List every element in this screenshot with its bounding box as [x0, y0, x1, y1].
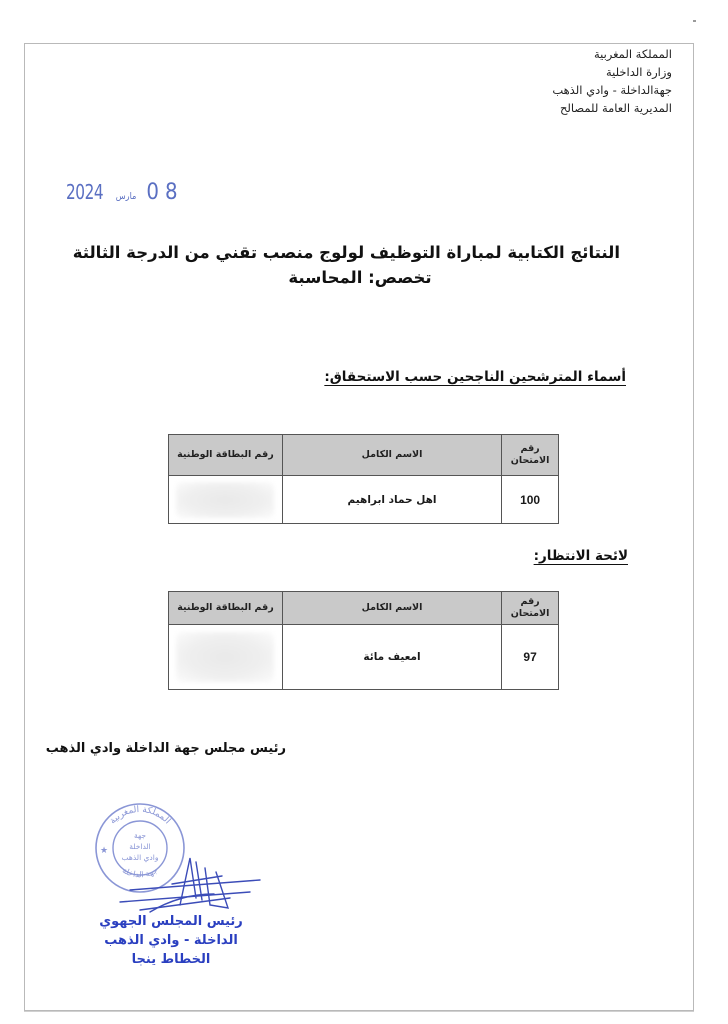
- scan-speck: [693, 20, 696, 22]
- date-day: 08: [146, 180, 184, 205]
- header-line-directorate: المديرية العامة للمصالح: [559, 101, 672, 115]
- ministry-header: [452, 45, 672, 117]
- header-line-ministry: وزارة الداخلية: [605, 65, 672, 79]
- signature-line-region: الداخلة - وادي الذهب: [104, 933, 238, 948]
- admitted-table: [168, 434, 559, 524]
- redacted-id-blur: [176, 632, 274, 682]
- date-month: مارس: [115, 192, 137, 202]
- redacted-id-blur: [176, 482, 274, 518]
- full-name-cell: اهل حماد ابراهيم: [282, 476, 501, 524]
- national-id-cell: [169, 625, 283, 690]
- date-year: 2024: [66, 180, 104, 204]
- signature-name-block: [96, 912, 246, 969]
- column-full-name: الاسم الكامل: [282, 435, 501, 476]
- seal-outer-text: المملكة المغربية: [107, 804, 173, 827]
- admitted-heading: أسماء المترشحين الناجحين حسب الاستحقاق:: [324, 369, 626, 385]
- table-header-row: [169, 435, 559, 476]
- header-line-kingdom: المملكة المغربية: [593, 47, 672, 61]
- exam-number-cell: 100: [502, 476, 559, 524]
- column-exam-number: رقم الامتحان: [502, 435, 559, 476]
- table-row: [169, 625, 559, 690]
- seal-inner-line: جهة: [133, 831, 147, 840]
- column-full-name: الاسم الكامل: [282, 592, 501, 625]
- title-main: النتائج الكتابية لمباراة التوظيف لولوج منصب تقني من الدرجة الثالثة: [72, 243, 620, 262]
- seal-inner-line: الداخلة: [129, 842, 151, 851]
- signature-line-title: رئيس المجلس الجهوي: [99, 914, 243, 929]
- column-national-id: رقم البطاقة الوطنية: [169, 592, 283, 625]
- waiting-list-table: [168, 591, 559, 690]
- title-specialty: تخصص: المحاسبة: [288, 268, 432, 287]
- table-header-row: [169, 592, 559, 625]
- handwritten-signature: [110, 850, 270, 920]
- seal-star-icon: ★: [99, 846, 109, 856]
- header-line-region: جهةالداخلة - وادي الذهب: [552, 83, 672, 97]
- signatory-title: رئيس مجلس جهة الداخلة وادي الذهب: [45, 741, 286, 756]
- national-id-cell: [169, 476, 283, 524]
- seal-bottom-text: جهة الداخلة: [120, 865, 160, 880]
- column-national-id: رقم البطاقة الوطنية: [169, 435, 283, 476]
- column-exam-number: رقم الامتحان: [502, 592, 559, 625]
- signature-line-name: الخطاط ينجا: [131, 952, 211, 967]
- exam-number-cell: 97: [502, 625, 559, 690]
- table-row: [169, 476, 559, 524]
- waiting-list-heading: لائحة الانتظار:: [533, 548, 628, 564]
- document-title: [72, 240, 620, 290]
- full-name-cell: امعيف مائة: [282, 625, 501, 690]
- date-stamp: [66, 180, 184, 210]
- seal-inner-line: وادي الذهب: [121, 853, 159, 862]
